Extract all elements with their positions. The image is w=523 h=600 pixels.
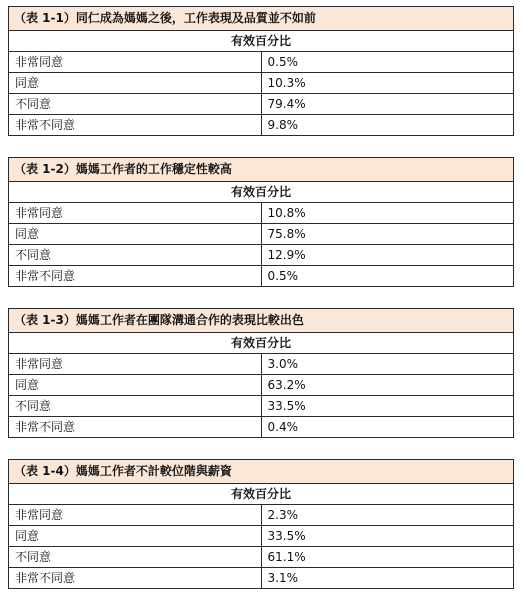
row-value: 61.1%: [261, 547, 514, 568]
table-row: [9, 52, 514, 73]
row-label: 非常不同意: [9, 417, 262, 438]
row-value: 0.4%: [261, 417, 514, 438]
row-value: 3.1%: [261, 568, 514, 589]
row-label: 不同意: [9, 547, 262, 568]
row-value: 10.8%: [261, 203, 514, 224]
survey-table-1-2: [8, 157, 514, 287]
row-value: 3.0%: [261, 354, 514, 375]
table-title-row: [9, 460, 514, 484]
row-label: 非常不同意: [9, 266, 262, 287]
row-value: 0.5%: [261, 266, 514, 287]
table-row: [9, 568, 514, 589]
column-header: 有效百分比: [9, 182, 514, 203]
table-row: [9, 115, 514, 136]
survey-table-1-1: [8, 6, 514, 136]
table-row: [9, 505, 514, 526]
row-value: 63.2%: [261, 375, 514, 396]
row-value: 0.5%: [261, 52, 514, 73]
column-header: 有效百分比: [9, 484, 514, 505]
row-value: 9.8%: [261, 115, 514, 136]
table-row: [9, 354, 514, 375]
row-label: 非常同意: [9, 203, 262, 224]
table-title-row: [9, 158, 514, 182]
table-header-row: [9, 31, 514, 52]
table-row: [9, 245, 514, 266]
row-label: 同意: [9, 73, 262, 94]
row-value: 75.8%: [261, 224, 514, 245]
column-header: 有效百分比: [9, 333, 514, 354]
table-row: [9, 224, 514, 245]
table-row: [9, 73, 514, 94]
table-row: [9, 396, 514, 417]
row-label: 非常同意: [9, 52, 262, 73]
row-label: 不同意: [9, 396, 262, 417]
table-title: （表 1-4）媽媽工作者不計較位階與薪資: [9, 460, 514, 484]
row-value: 10.3%: [261, 73, 514, 94]
table-row: [9, 547, 514, 568]
table-title-row: [9, 7, 514, 31]
survey-table-1-4: [8, 459, 514, 589]
table-header-row: [9, 484, 514, 505]
table-row: [9, 203, 514, 224]
row-value: 33.5%: [261, 396, 514, 417]
row-value: 33.5%: [261, 526, 514, 547]
table-title: （表 1-2）媽媽工作者的工作穩定性較高: [9, 158, 514, 182]
row-label: 不同意: [9, 245, 262, 266]
row-label: 非常同意: [9, 505, 262, 526]
row-value: 79.4%: [261, 94, 514, 115]
row-label: 同意: [9, 375, 262, 396]
row-label: 同意: [9, 526, 262, 547]
table-row: [9, 417, 514, 438]
table-title: （表 1-3）媽媽工作者在團隊溝通合作的表現比較出色: [9, 309, 514, 333]
row-label: 同意: [9, 224, 262, 245]
table-row: [9, 375, 514, 396]
survey-table-1-3: [8, 308, 514, 438]
row-label: 非常同意: [9, 354, 262, 375]
row-value: 2.3%: [261, 505, 514, 526]
row-value: 12.9%: [261, 245, 514, 266]
row-label: 不同意: [9, 94, 262, 115]
table-row: [9, 526, 514, 547]
column-header: 有效百分比: [9, 31, 514, 52]
table-row: [9, 94, 514, 115]
table-header-row: [9, 182, 514, 203]
table-title: （表 1-1）同仁成為媽媽之後，工作表現及品質並不如前: [9, 7, 514, 31]
row-label: 非常不同意: [9, 115, 262, 136]
row-label: 非常不同意: [9, 568, 262, 589]
table-header-row: [9, 333, 514, 354]
table-row: [9, 266, 514, 287]
table-title-row: [9, 309, 514, 333]
